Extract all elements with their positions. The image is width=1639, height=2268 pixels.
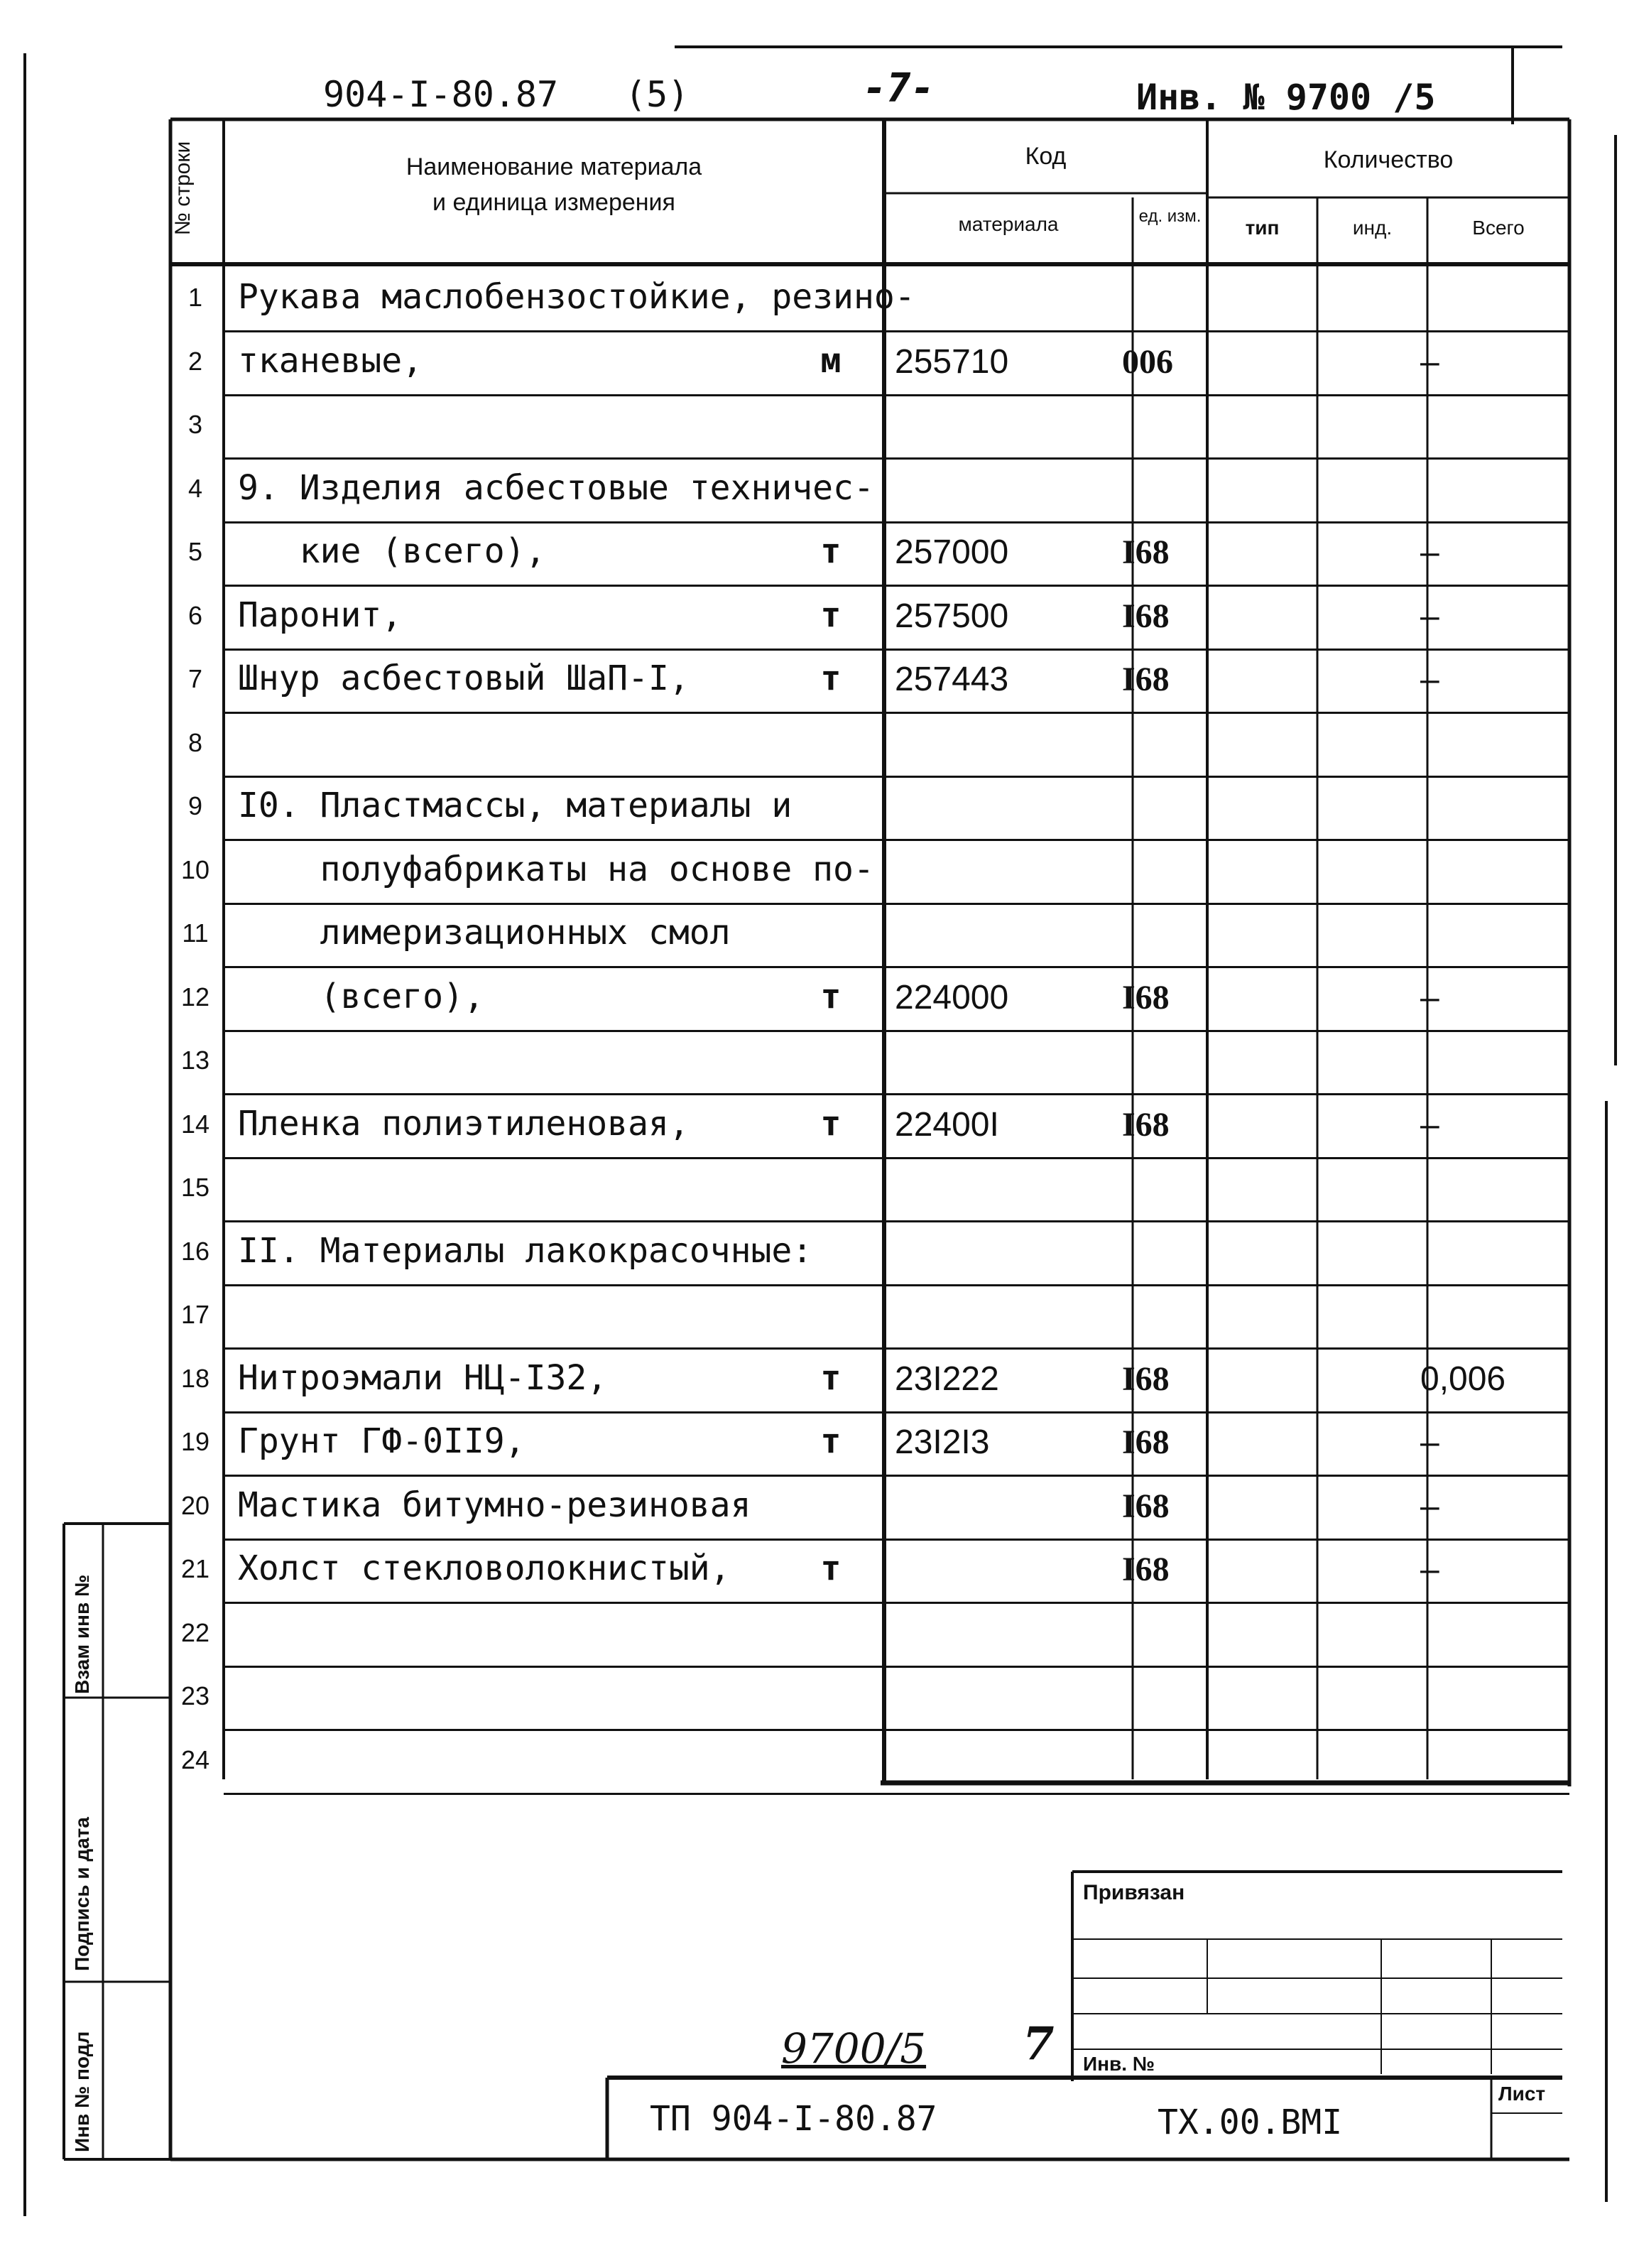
stamp-privyazan: Привязан [1083, 1881, 1185, 1904]
row-number: 2 [187, 347, 203, 376]
row-number: 12 [180, 982, 210, 1011]
quantity-total: – [1420, 597, 1439, 635]
material-name: I0. Пластмассы, материалы и [238, 786, 793, 825]
table-row [170, 332, 1569, 396]
table-row [170, 904, 1569, 968]
unit-of-measure: т [820, 977, 842, 1016]
row-number: 7 [187, 664, 203, 693]
unit-of-measure: м [820, 341, 842, 381]
row-rule [224, 1793, 1569, 1795]
row-number-header-label: № строки [171, 141, 195, 236]
stamp-list-label: Лист [1498, 2083, 1546, 2105]
side-label-vzam-text: Взам инв № [71, 1574, 93, 1694]
doc-number: 904-I-80.87 [323, 74, 559, 115]
quantity-total: – [1420, 661, 1439, 698]
quantity-total: – [1420, 533, 1439, 571]
qty-type-header: тип [1245, 217, 1280, 239]
unit-of-measure: т [820, 531, 842, 571]
table-row [170, 1031, 1569, 1095]
table-row [170, 714, 1569, 778]
row-number: 3 [187, 410, 203, 439]
material-name: полуфабрикаты на основе по- [238, 850, 874, 889]
row-number: 23 [180, 1681, 210, 1710]
code-material-header: материала [958, 213, 1059, 235]
table-row [170, 650, 1569, 714]
table-row [170, 1604, 1569, 1668]
unit-of-measure: т [820, 1548, 842, 1588]
material-code: 257500 [895, 597, 1009, 635]
row-number: 6 [187, 601, 203, 630]
material-name: Мастика битумно-резиновая [238, 1485, 751, 1525]
material-code: 257000 [895, 533, 1009, 571]
material-name: (всего), [238, 977, 484, 1016]
unit-of-measure: т [820, 658, 842, 698]
material-code: 22400I [895, 1106, 999, 1144]
stamp-sheet-code: ТХ.00.ВМI [1158, 2102, 1343, 2142]
row-number-header [162, 121, 205, 256]
row-number: 11 [182, 918, 209, 948]
table-row [170, 1159, 1569, 1222]
row-number: 8 [187, 728, 203, 757]
unit-code: 006 [1122, 343, 1173, 381]
quantity-total: – [1420, 1551, 1439, 1588]
page-mark: -7- [863, 65, 935, 112]
unit-code: I68 [1122, 979, 1170, 1016]
table-row [170, 460, 1569, 523]
material-name: Холст стекловолокнистый, [238, 1548, 731, 1588]
unit-of-measure: т [820, 595, 842, 635]
table-row [170, 396, 1569, 460]
row-number: 20 [180, 1491, 210, 1520]
table-row [170, 1095, 1569, 1159]
code-header: Код [1025, 143, 1067, 170]
unit-code: I68 [1122, 1106, 1170, 1144]
material-code: 224000 [895, 979, 1009, 1016]
name-header-line1: Наименование материала [405, 153, 702, 180]
unit-code: I68 [1122, 1551, 1170, 1588]
row-number: 15 [180, 1173, 210, 1202]
table-row [170, 1477, 1569, 1541]
name-header-line2: и единица измерения [432, 189, 675, 216]
table-row [170, 1350, 1569, 1414]
unit-code: I68 [1122, 597, 1170, 635]
table-row [170, 1667, 1569, 1731]
table-row [170, 1413, 1569, 1477]
material-code: 255710 [895, 343, 1009, 381]
row-number: 24 [180, 1745, 210, 1774]
table-row [170, 1222, 1569, 1286]
unit-of-measure: т [820, 1104, 842, 1144]
inventory-number: Инв. № 9700 /5 [1136, 77, 1436, 118]
row-number: 22 [180, 1618, 210, 1647]
unit-code: I68 [1122, 661, 1170, 698]
side-label-inv-podl-text: Инв № подл [71, 2031, 93, 2152]
quantity-total: – [1420, 343, 1439, 381]
material-name: Пленка полиэтиленовая, [238, 1104, 690, 1144]
unit-code: I68 [1122, 533, 1170, 571]
quantity-total: – [1420, 1423, 1439, 1461]
material-name: Нитроэмали НЦ-I32, [238, 1358, 608, 1398]
unit-code: I68 [1122, 1360, 1170, 1398]
material-name: Рукава маслобензостойкие, резино- [238, 277, 915, 317]
quantity-total: – [1420, 979, 1439, 1016]
unit-code: I68 [1122, 1487, 1170, 1525]
row-number: 19 [180, 1427, 210, 1456]
row-number: 4 [187, 474, 203, 503]
material-name: Паронит, [238, 595, 403, 635]
material-name: Шнур асбестовый ШаП-I, [238, 658, 690, 698]
side-label-podpis-text: Подпись и дата [71, 1817, 93, 1971]
row-number: 9 [187, 791, 203, 820]
table-row [170, 1731, 1569, 1795]
row-number: 1 [187, 283, 203, 312]
quantity-total: – [1420, 1487, 1439, 1525]
material-code: 23I222 [895, 1360, 999, 1398]
qty-ind-header: инд. [1352, 217, 1393, 239]
quantity-total: – [1420, 1106, 1439, 1144]
material-name: II. Материалы лакокрасочные: [238, 1231, 813, 1271]
unit-of-measure: т [820, 1421, 842, 1461]
table-row [170, 968, 1569, 1032]
name-header [224, 149, 884, 220]
quantity-total: 0,006 [1420, 1360, 1506, 1398]
table-row [170, 523, 1569, 587]
row-number: 14 [180, 1109, 210, 1139]
stamp-handwritten-page: 7 [1023, 2017, 1055, 2071]
row-number: 5 [187, 537, 203, 566]
material-name: Грунт ГФ-0II9, [238, 1421, 526, 1461]
table-row [170, 841, 1569, 905]
quantity-header: Количество [1323, 146, 1454, 173]
unit-of-measure: т [820, 1358, 842, 1398]
row-number: 21 [180, 1554, 210, 1583]
row-number: 17 [180, 1300, 210, 1329]
row-number: 13 [180, 1046, 210, 1075]
unit-code: I68 [1122, 1423, 1170, 1461]
row-number: 16 [180, 1237, 210, 1266]
material-name: тканевые, [238, 341, 423, 381]
row-number: 18 [180, 1364, 210, 1393]
stamp-inv-no: Инв. № [1083, 2053, 1155, 2075]
table-row [170, 1540, 1569, 1604]
code-unit-header: ед. изм. [1138, 207, 1202, 226]
row-number: 10 [180, 855, 210, 884]
table-row [170, 777, 1569, 841]
sheet-part: (5) [625, 74, 690, 115]
material-code: 23I2I3 [895, 1423, 990, 1461]
material-name: кие (всего), [238, 531, 546, 571]
table-row [170, 587, 1569, 651]
stamp-doc-code: ТП 904-I-80.87 [650, 2099, 937, 2139]
material-name: 9. Изделия асбестовые техничес- [238, 468, 874, 508]
table-row [170, 1286, 1569, 1350]
material-name: лимеризационных смол [238, 913, 731, 953]
table-row [170, 268, 1569, 332]
qty-total-header: Всего [1472, 217, 1525, 239]
stamp-handwritten-number: 9700/5 [781, 2024, 927, 2073]
material-code: 257443 [895, 661, 1009, 698]
